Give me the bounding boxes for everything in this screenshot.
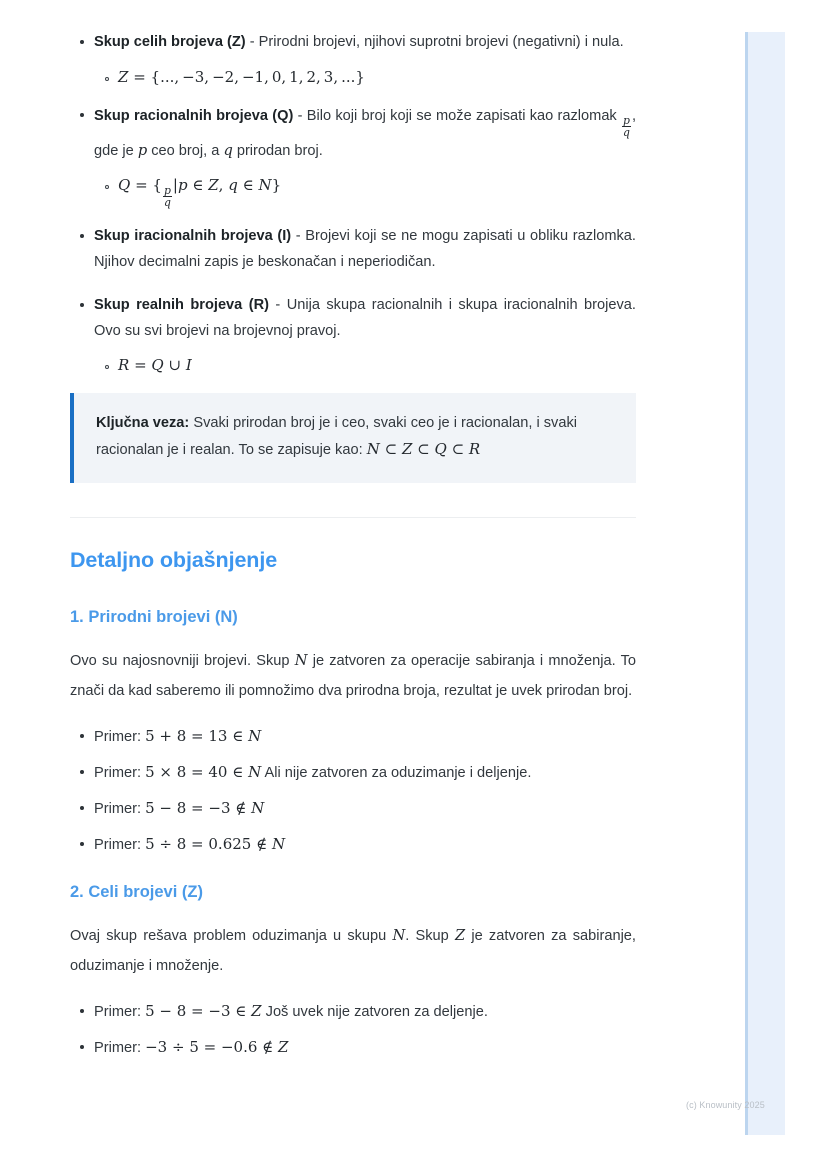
callout-text — [96, 411, 614, 463]
list-item — [94, 68, 636, 87]
dash-separator: - — [245, 34, 259, 50]
fraction-denominator-q: q — [623, 125, 630, 139]
page-title: Detaljno objašnjenje — [70, 548, 278, 573]
formula-sublist-q — [94, 176, 636, 208]
list-item — [70, 834, 636, 855]
symbol-z: Z — [118, 67, 129, 86]
symbol-z: Z — [401, 439, 413, 458]
subsection-paragraph-2 — [70, 921, 636, 981]
examples-list-1 — [70, 726, 636, 855]
symbol-q: q — [228, 176, 238, 195]
list-item — [70, 293, 636, 375]
list-item — [70, 30, 636, 87]
symbol-n: N — [294, 651, 308, 669]
set-definition-z — [94, 30, 636, 56]
set-description-q-part1: Bilo koji broj koji se može zapisati kao razlomak — [306, 107, 622, 124]
set-term-q: Skup racionalnih brojeva (Q) — [94, 107, 294, 124]
list-item — [70, 1001, 636, 1022]
example-tail: Još uvek nije zatvoren za deljenje. — [261, 1003, 488, 1020]
symbol-i: I — [185, 356, 192, 375]
example-label: Primer: — [94, 728, 146, 745]
example-label: Primer: — [94, 1003, 146, 1020]
symbol-n: N — [248, 726, 262, 745]
dash-separator: - — [293, 107, 307, 124]
example-label: Primer: — [94, 836, 146, 853]
examples-list-2 — [70, 1001, 636, 1058]
key-relation-callout — [70, 393, 636, 483]
set-definition-q — [94, 103, 636, 165]
inline-fraction-p-over-q — [621, 106, 632, 139]
paragraph-part2: . Skup — [405, 927, 455, 944]
list-item — [70, 1037, 636, 1058]
list-item — [70, 798, 636, 819]
formula-sublist-z — [94, 68, 636, 87]
formula-z: Z = {..., −3, −2, −1, 0, 1, 2, 3, ...} — [118, 67, 365, 86]
symbol-r: R — [468, 439, 481, 458]
set-description-z: Prirodni brojevi, njihovi suprotni brojevi (negativni) i nula. — [258, 34, 624, 50]
subsection-paragraph-1 — [70, 646, 636, 706]
paragraph-part1: Ovo su najosnovniji brojevi. Skup — [70, 652, 295, 669]
callout-body: Svaki prirodan broj je i ceo, svaki ceo je i racionalan, i svaki racionalan je i realan. To se zapisuje kao: — [96, 415, 578, 458]
symbol-r: R — [118, 356, 130, 375]
symbol-q-set: Q — [118, 176, 131, 195]
set-description-q-part4: prirodan broj. — [232, 142, 323, 159]
symbol-z: Z — [208, 176, 219, 195]
dash-separator: - — [268, 297, 287, 314]
symbol-n: N — [271, 834, 286, 853]
number-sets-list — [70, 30, 636, 375]
example-formula: 5 − 8 = −3 ∈ Z — [145, 1001, 262, 1020]
paragraph-part2: je zatvoren za operacije sabiranja i množenja. To znači da kad saberemo ili pomnožimo dva prirodna broja, rezultat je uvek prirodan broj. — [70, 652, 636, 699]
formula-q: Q = { $\frac{p}{q}$ |p ∈ Z, q ∈ N} — [118, 176, 282, 210]
fraction-denominator-q: q — [163, 196, 171, 210]
symbol-z: Z — [455, 926, 466, 944]
example-label: Primer: — [94, 800, 146, 817]
list-item — [70, 762, 636, 783]
set-term-r: Skup realnih brojeva (R) — [94, 297, 269, 314]
fraction-numerator-p: p — [623, 113, 630, 127]
formula-r: R = Q ∪ I — [118, 356, 192, 375]
symbol-p: p — [137, 141, 148, 159]
example-formula: −3 ÷ 5 = −0.6 ∉ Z — [145, 1037, 289, 1056]
formula-chain-subset: N ⊂ Z ⊂ Q ⊂ R — [366, 439, 481, 458]
paragraph-part3: je zatvoren za sabiranje, oduzimanje i množenje. — [70, 927, 636, 974]
symbol-n: N — [258, 176, 272, 195]
example-formula: 5 + 8 = 13 ∈ N — [145, 726, 262, 745]
symbol-n: N — [366, 439, 380, 458]
symbol-q-set: Q — [434, 439, 447, 458]
set-term-i: Skup iracionalnih brojeva (I) — [94, 228, 292, 245]
list-item — [94, 176, 636, 208]
subsection-heading-2: 2. Celi brojevi (Z) — [70, 882, 203, 901]
set-definition-i — [94, 224, 636, 275]
symbol-n: N — [392, 926, 406, 944]
list-item — [70, 224, 636, 275]
subsection-heading-1: 1. Prirodni brojevi (N) — [70, 607, 238, 626]
symbol-n: N — [251, 798, 265, 817]
list-item — [70, 103, 636, 209]
list-item — [94, 356, 636, 375]
callout-label: Ključna veza: — [96, 415, 190, 432]
symbol-q: q — [223, 141, 233, 159]
example-label: Primer: — [94, 764, 146, 781]
set-description-r: Unija skupa racionalnih i skupa iracionalnih brojeva. Ovo su svi brojevi na brojevnoj pravoj. — [94, 297, 636, 339]
set-definition-r — [94, 293, 636, 344]
dash-separator: - — [291, 228, 306, 245]
example-label: Primer: — [94, 1039, 146, 1056]
formula-sublist-r — [94, 356, 636, 375]
set-term-z: Skup celih brojeva (Z) — [94, 34, 246, 50]
example-formula: 5 × 8 = 40 ∈ N — [145, 762, 262, 781]
symbol-z: Z — [278, 1037, 289, 1056]
fraction-numerator-p: p — [163, 184, 171, 198]
example-formula: 5 ÷ 8 = 0.625 ∉ N — [145, 834, 286, 853]
symbol-n: N — [248, 762, 262, 781]
subsection-integers — [70, 883, 636, 1058]
symbol-z: Z — [251, 1001, 262, 1020]
symbol-p: p — [177, 176, 188, 195]
set-description-i: Brojevi koji se ne mogu zapisati u obliku razlomka. Njihov decimalni zapis je beskonačan i neperiodičan. — [94, 228, 636, 270]
right-side-scroll-band[interactable] — [745, 32, 785, 1135]
copyright-watermark: (c) Knowunity 2025 — [686, 1100, 765, 1110]
example-formula: 5 − 8 = −3 ∉ N — [145, 798, 265, 817]
list-item — [70, 726, 636, 747]
paragraph-part1: Ovaj skup rešava problem oduzimanja u skupu — [70, 927, 393, 944]
set-description-q-part3: ceo broj, a — [147, 142, 224, 159]
subsection-natural-numbers — [70, 608, 636, 855]
symbol-q-set: Q — [151, 356, 164, 375]
example-tail: Ali nije zatvoren za oduzimanje i deljenje. — [261, 764, 532, 781]
set-description-q-part2: , gde je — [94, 107, 636, 159]
section-divider — [70, 517, 636, 518]
